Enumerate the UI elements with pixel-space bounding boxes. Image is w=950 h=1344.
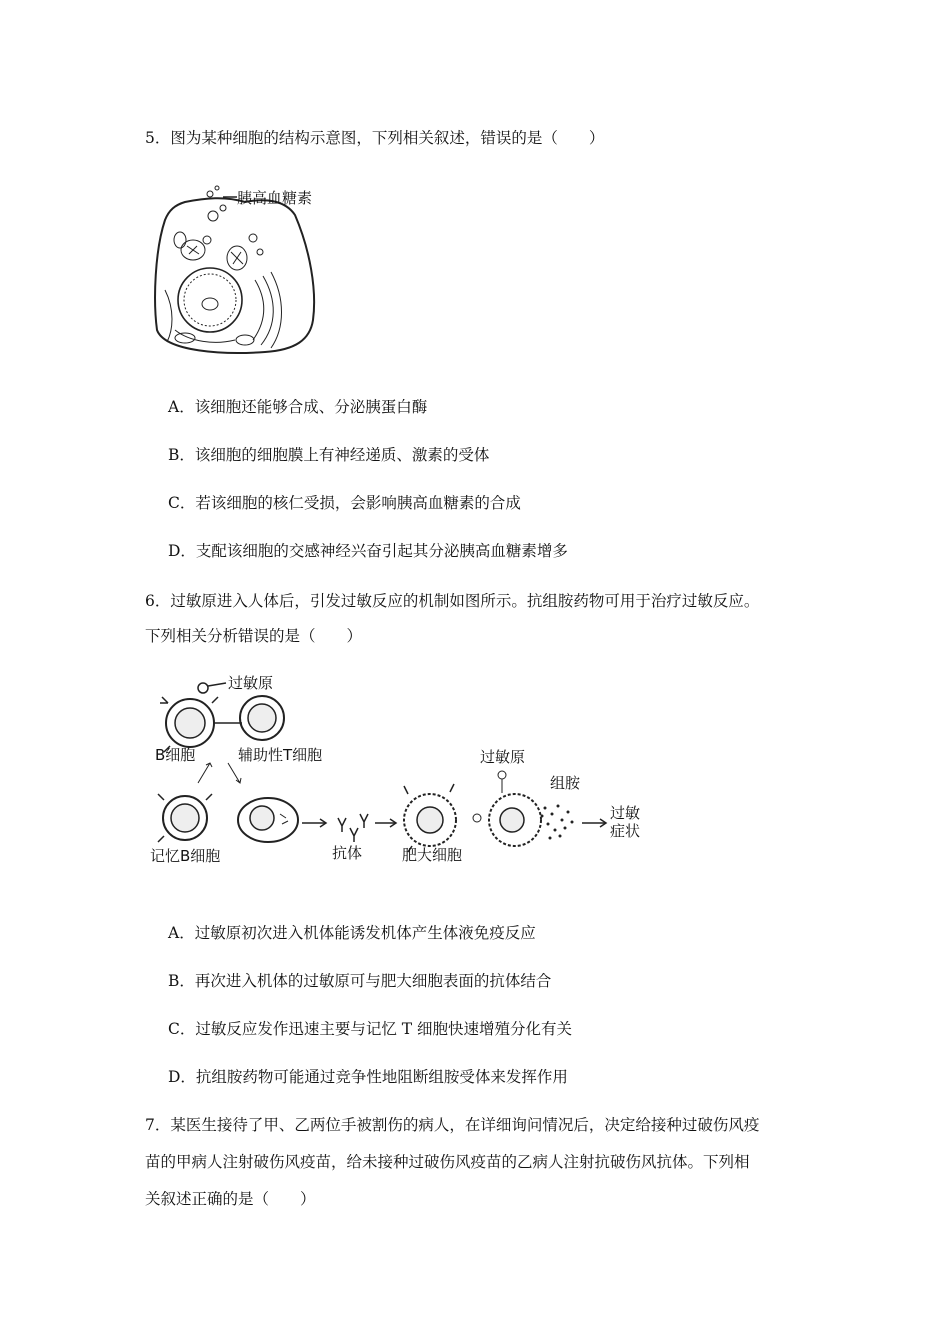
mast-cell-label: 肥大细胞 <box>402 846 463 864</box>
antibody-label: 抗体 <box>332 844 363 862</box>
q6-option-c: C．过敏反应发作迅速主要与记忆 T 细胞快速增殖分化有关 <box>168 1020 573 1038</box>
histamine-label: 组胺 <box>550 774 581 792</box>
q7-stem-line2: 苗的甲病人注射破伤风疫苗，给未接种过破伤风疫苗的乙病人注射抗破伤风抗体。下列相 <box>145 1153 750 1171</box>
q5-option-b: B．该细胞的细胞膜上有神经递质、激素的受体 <box>168 446 490 464</box>
memory-b-cell-label: 记忆B细胞 <box>150 847 221 865</box>
glucagon-label: 胰高血糖素 <box>237 189 313 207</box>
q6-option-a: A．过敏原初次进入机体能诱发机体产生体液免疫反应 <box>168 924 536 942</box>
q6-option-b: B．再次进入机体的过敏原可与肥大细胞表面的抗体结合 <box>168 972 552 990</box>
symptom-label-line2: 症状 <box>610 822 641 840</box>
q7-stem-line1: 7．某医生接待了甲、乙两位手被割伤的病人，在详细询问情况后，决定给接种过破伤风疫 <box>145 1116 760 1134</box>
b-cell-label: B细胞 <box>155 746 196 764</box>
q5-stem: 5．图为某种细胞的结构示意图，下列相关叙述，错误的是（ ） <box>145 129 605 147</box>
allergen-top-label: 过敏原 <box>228 674 274 692</box>
q5-option-c: C．若该细胞的核仁受损，会影响胰高血糖素的合成 <box>168 494 521 512</box>
allergen-right-label: 过敏原 <box>480 748 526 766</box>
q5-option-d: D．支配该细胞的交感神经兴奋引起其分泌胰高血糖素增多 <box>168 542 568 560</box>
q6-stem-line1: 6．过敏原进入人体后，引发过敏反应的机制如图所示。抗组胺药物可用于治疗过敏反应。 <box>145 592 760 610</box>
helper-t-cell-label: 辅助性T细胞 <box>238 746 323 764</box>
allergy-mechanism-figure <box>150 668 650 868</box>
pancreatic-alpha-cell-figure <box>145 180 345 360</box>
q7-stem-line3: 关叙述正确的是（ ） <box>145 1190 316 1208</box>
q5-option-a: A．该细胞还能够合成、分泌胰蛋白酶 <box>168 398 428 416</box>
q6-stem-line2: 下列相关分析错误的是（ ） <box>145 627 363 645</box>
q6-option-d: D．抗组胺药物可能通过竞争性地阻断组胺受体来发挥作用 <box>168 1068 568 1086</box>
symptom-label-line1: 过敏 <box>610 804 641 822</box>
